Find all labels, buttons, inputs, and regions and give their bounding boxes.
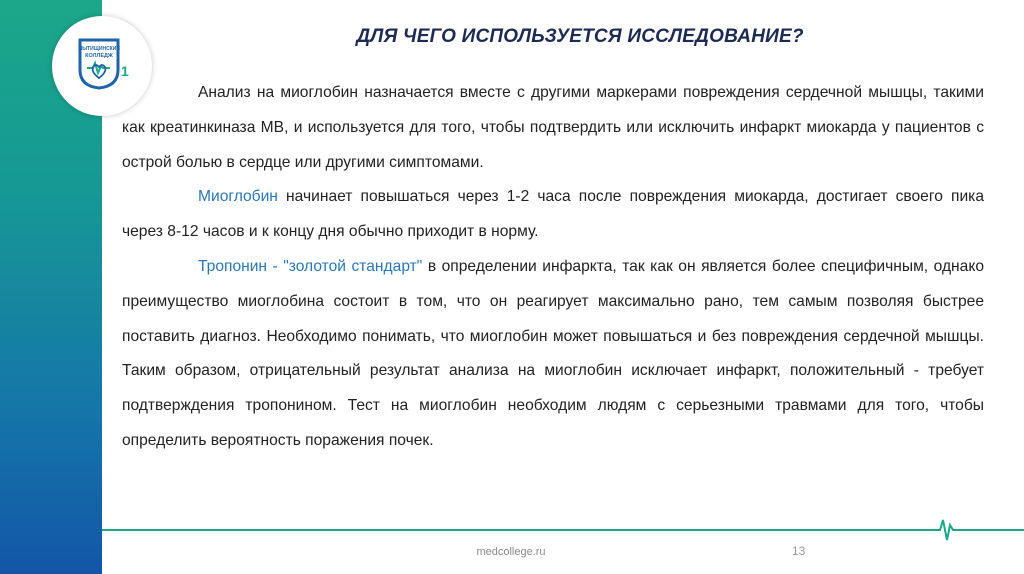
footer-ecg-line	[102, 516, 1024, 546]
paragraph-2-text: начинает повышаться через 1-2 часа после повреждения миокарда, достигает своего пика через 8-12 часов и к концу дня обычно приходит в норму.	[122, 188, 984, 241]
page-title: ДЛЯ ЧЕГО ИСПОЛЬЗУЕТСЯ ИССЛЕДОВАНИЕ?	[356, 26, 804, 47]
page-number: 13	[792, 544, 806, 558]
myoglobin-term: Миоглобин	[198, 188, 278, 206]
logo-number: 1	[121, 63, 129, 79]
paragraph-2	[122, 180, 984, 250]
paragraph-1: Анализ на миоглобин назначается вместе с другими маркерами повреждения сердечной мышцы, такими как креатинкиназа МВ, и используется для того, чтобы подтвердить или исключить инфаркт миокарда у пациентов с острой болью в сердце или другими симптомами.	[122, 84, 984, 171]
logo-line1: МЫТИЩИНСКИЙ	[78, 46, 120, 52]
main-text	[122, 76, 984, 459]
paragraph-3	[122, 250, 984, 459]
paragraph-3-text: в определении инфаркта, так как он является более специфичным, однако преимущество миоглобина состоит в том, что он реагирует максимально рано, тем самым позволяя быстрее поставить диагноз. Необходимо понимать, что миоглобин может повышаться и без повреждения сердечной мышцы. Таким образом, отрицательный результат анализа на миоглобин исключает инфаркт, положительный - требует подтверждения тропонином. Тест на миоглобин необходим людям с серьезными травмами для того, чтобы определить вероятность поражения почек.	[122, 257, 984, 449]
troponin-term: Тропонин - "золотой стандарт"	[198, 257, 423, 275]
footer-url: medcollege.ru	[476, 546, 546, 558]
logo-line2: КОЛЛЕДЖ	[85, 53, 113, 59]
